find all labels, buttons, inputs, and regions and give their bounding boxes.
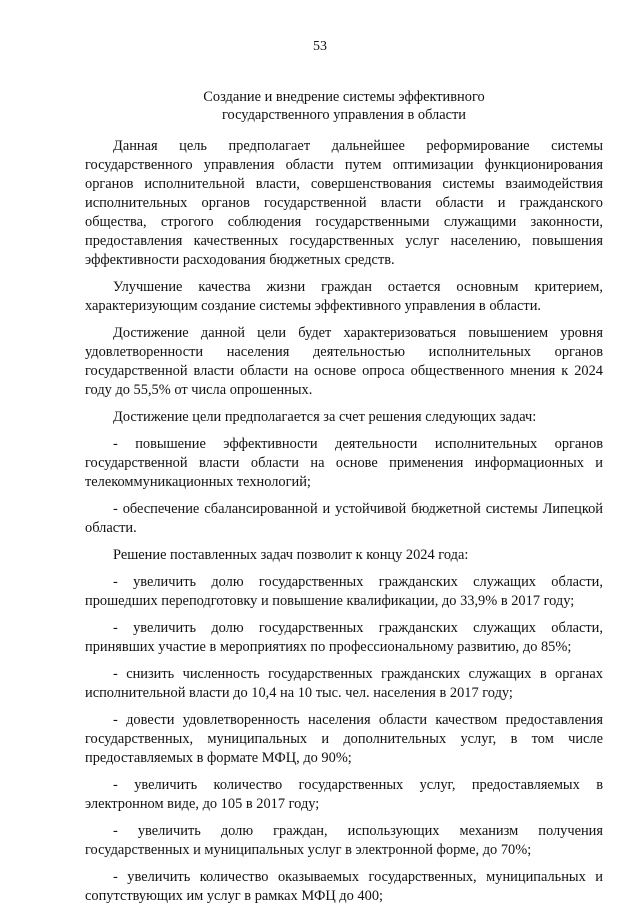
page-number: 53	[313, 39, 327, 54]
paragraph-quality-of-life: Улучшение качества жизни граждан остается основным критерием, характеризующим создание системы эффективного управления в области.	[85, 279, 603, 314]
list-item-task: - обеспечение сбалансированной и устойчивой бюджетной системы Липецкой области.	[85, 501, 603, 536]
list-item-result: - увеличить долю граждан, использующих механизм получения государственных и муниципальных услуг в электронной форме, до 70%;	[85, 823, 603, 858]
paragraph-satisfaction-indicator: Достижение данной цели будет характеризоваться повышением уровня удовлетворенности населения деятельностью исполнительных органов государственной власти области на основе опроса общественного мнения к 2024 году до 55,5% от числа опрошенных.	[85, 325, 603, 398]
list-item-result: - увеличить долю государственных гражданских служащих области, принявших участие в мероприятиях по профессиональному развитию, до 85%;	[85, 620, 603, 655]
list-item-result: - увеличить количество государственных услуг, предоставляемых в электронном виде, до 105 в 2017 году;	[85, 777, 603, 812]
list-item-result: - увеличить долю государственных гражданских служащих области, прошедших переподготовку и повышение квалификации, до 33,9% в 2017 году;	[85, 574, 603, 609]
document-body	[85, 88, 603, 914]
list-item-result: - довести удовлетворенность населения области качеством предоставления государственных, муниципальных и дополнительных услуг, в том числе предоставляемых в формате МФЦ, до 90%;	[85, 712, 603, 766]
section-title-line: Создание и внедрение системы эффективного	[203, 89, 485, 105]
list-item-result: - увеличить количество оказываемых государственных, муниципальных и сопутствующих им услуг в рамках МФЦ до 400;	[85, 869, 603, 904]
section-title	[85, 88, 603, 124]
list-item-result: - снизить численность государственных гражданских служащих в органах исполнительной власти до 10,4 на 10 тыс. чел. населения в 2017 году;	[85, 666, 603, 701]
list-item-task: - повышение эффективности деятельности исполнительных органов государственной власти области на основе применения информационных и телекоммуникационных технологий;	[85, 436, 603, 490]
section-title-line: государственного управления в области	[222, 107, 466, 123]
paragraph-tasks-intro: Достижение цели предполагается за счет решения следующих задач:	[113, 409, 537, 425]
paragraph-results-intro: Решение поставленных задач позволит к концу 2024 года:	[113, 547, 469, 563]
paragraph-goal-description: Данная цель предполагает дальнейшее реформирование системы государственного управления области путем оптимизации функционирования органов исполнительной власти, совершенствования системы взаимодействия исполнительных органов государственной власти области и гражданского общества, строгого соблюдения государственными служащими законности, предоставления качественных государственных услуг населению, повышения эффективности расходования бюджетных средств.	[85, 138, 603, 268]
